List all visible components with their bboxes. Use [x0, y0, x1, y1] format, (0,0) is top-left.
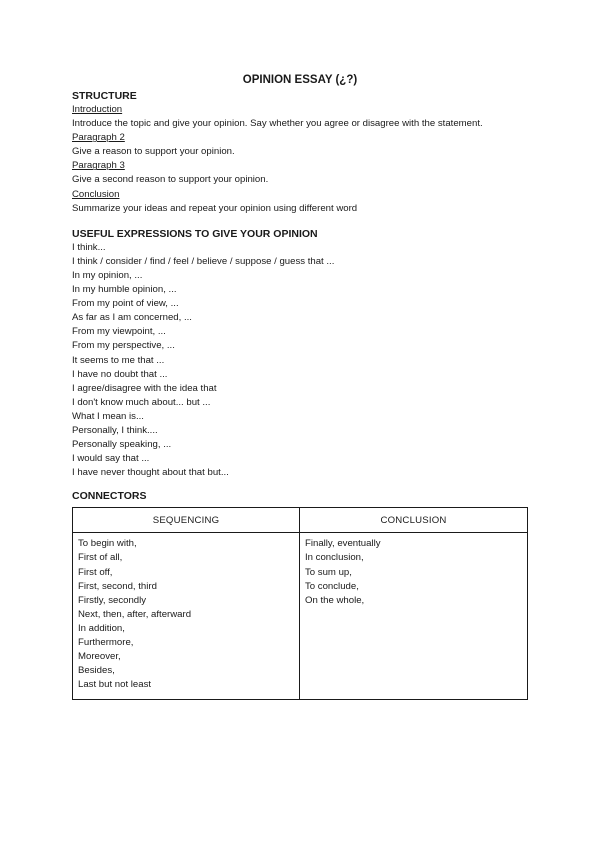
table-row — [73, 533, 528, 700]
expression-item: It seems to me that ... — [72, 354, 165, 366]
expression-item: Personally speaking, ... — [72, 439, 172, 451]
expressions-heading: USEFUL EXPRESSIONS TO GIVE YOUR OPINION — [72, 227, 318, 240]
expression-item: From my point of view, ... — [72, 298, 179, 310]
expression-item: In my humble opinion, ... — [72, 284, 177, 296]
expression-item: I have never thought about that but... — [72, 467, 229, 479]
expression-item: I think / consider / find / feel / believe / suppose / guess that ... — [72, 255, 335, 267]
structure-text-introduction: Introduce the topic and give your opinion. Say whether you agree or disagree with the statement. — [72, 118, 483, 130]
table-header-row — [73, 508, 528, 533]
connector-item: Besides, — [78, 665, 115, 677]
conclusion-cell — [300, 533, 528, 700]
connector-item: Finally, eventually — [305, 538, 381, 550]
structure-label-introduction: Introduction — [72, 104, 123, 115]
expression-item: I agree/disagree with the idea that — [72, 382, 217, 394]
expression-item: As far as I am concerned, ... — [72, 312, 192, 324]
sequencing-cell — [73, 533, 300, 700]
spacer — [72, 216, 528, 227]
expression-item: I have no doubt that ... — [72, 368, 168, 380]
expression-item: From my viewpoint, ... — [72, 326, 166, 338]
structure-text-conclusion: Summarize your ideas and repeat your opinion using different word — [72, 202, 358, 214]
connectors-heading: CONNECTORS — [72, 490, 147, 503]
expression-item: I think... — [72, 241, 106, 253]
connector-item: On the whole, — [305, 594, 365, 606]
connector-item: First of all, — [78, 552, 123, 564]
connector-item: Firstly, secondly — [78, 594, 147, 606]
connector-item: First, second, third — [78, 580, 157, 592]
connector-item: Last but not least — [78, 679, 152, 691]
structure-label-paragraph-3: Paragraph 3 — [72, 160, 125, 172]
connector-item: In addition, — [78, 622, 125, 634]
column-header-sequencing: SEQUENCING — [73, 508, 300, 533]
expression-item: I would say that ... — [72, 453, 150, 465]
connector-item: To sum up, — [305, 566, 352, 578]
connectors-table — [72, 507, 528, 700]
structure-heading: STRUCTURE — [72, 90, 137, 102]
column-header-conclusion: CONCLUSION — [300, 508, 528, 533]
expression-item: From my perspective, ... — [72, 340, 175, 352]
connector-item: Moreover, — [78, 651, 121, 663]
connector-item: To begin with, — [78, 538, 137, 550]
expression-item: What I mean is... — [72, 410, 144, 422]
structure-label-conclusion: Conclusion — [72, 188, 120, 200]
expression-item: Personally, I think.... — [72, 424, 158, 436]
structure-text-paragraph-3: Give a second reason to support your opinion. — [72, 174, 269, 186]
expression-item: In my opinion, ... — [72, 269, 143, 281]
spacer — [72, 480, 528, 489]
connector-item: Next, then, after, afterward — [78, 608, 192, 620]
expression-item: I don't know much about... but ... — [72, 396, 211, 408]
connector-item: To conclude, — [305, 580, 359, 592]
document-page — [72, 72, 528, 700]
connector-item: Furthermore, — [78, 637, 134, 648]
document-title: OPINION ESSAY (¿?) — [242, 74, 358, 86]
expressions-list — [72, 241, 528, 481]
connector-item: In conclusion, — [305, 552, 364, 564]
structure-label-paragraph-2: Paragraph 2 — [72, 132, 125, 144]
connector-item: First off, — [78, 566, 113, 578]
structure-text-paragraph-2: Give a reason to support your opinion. — [72, 146, 235, 158]
